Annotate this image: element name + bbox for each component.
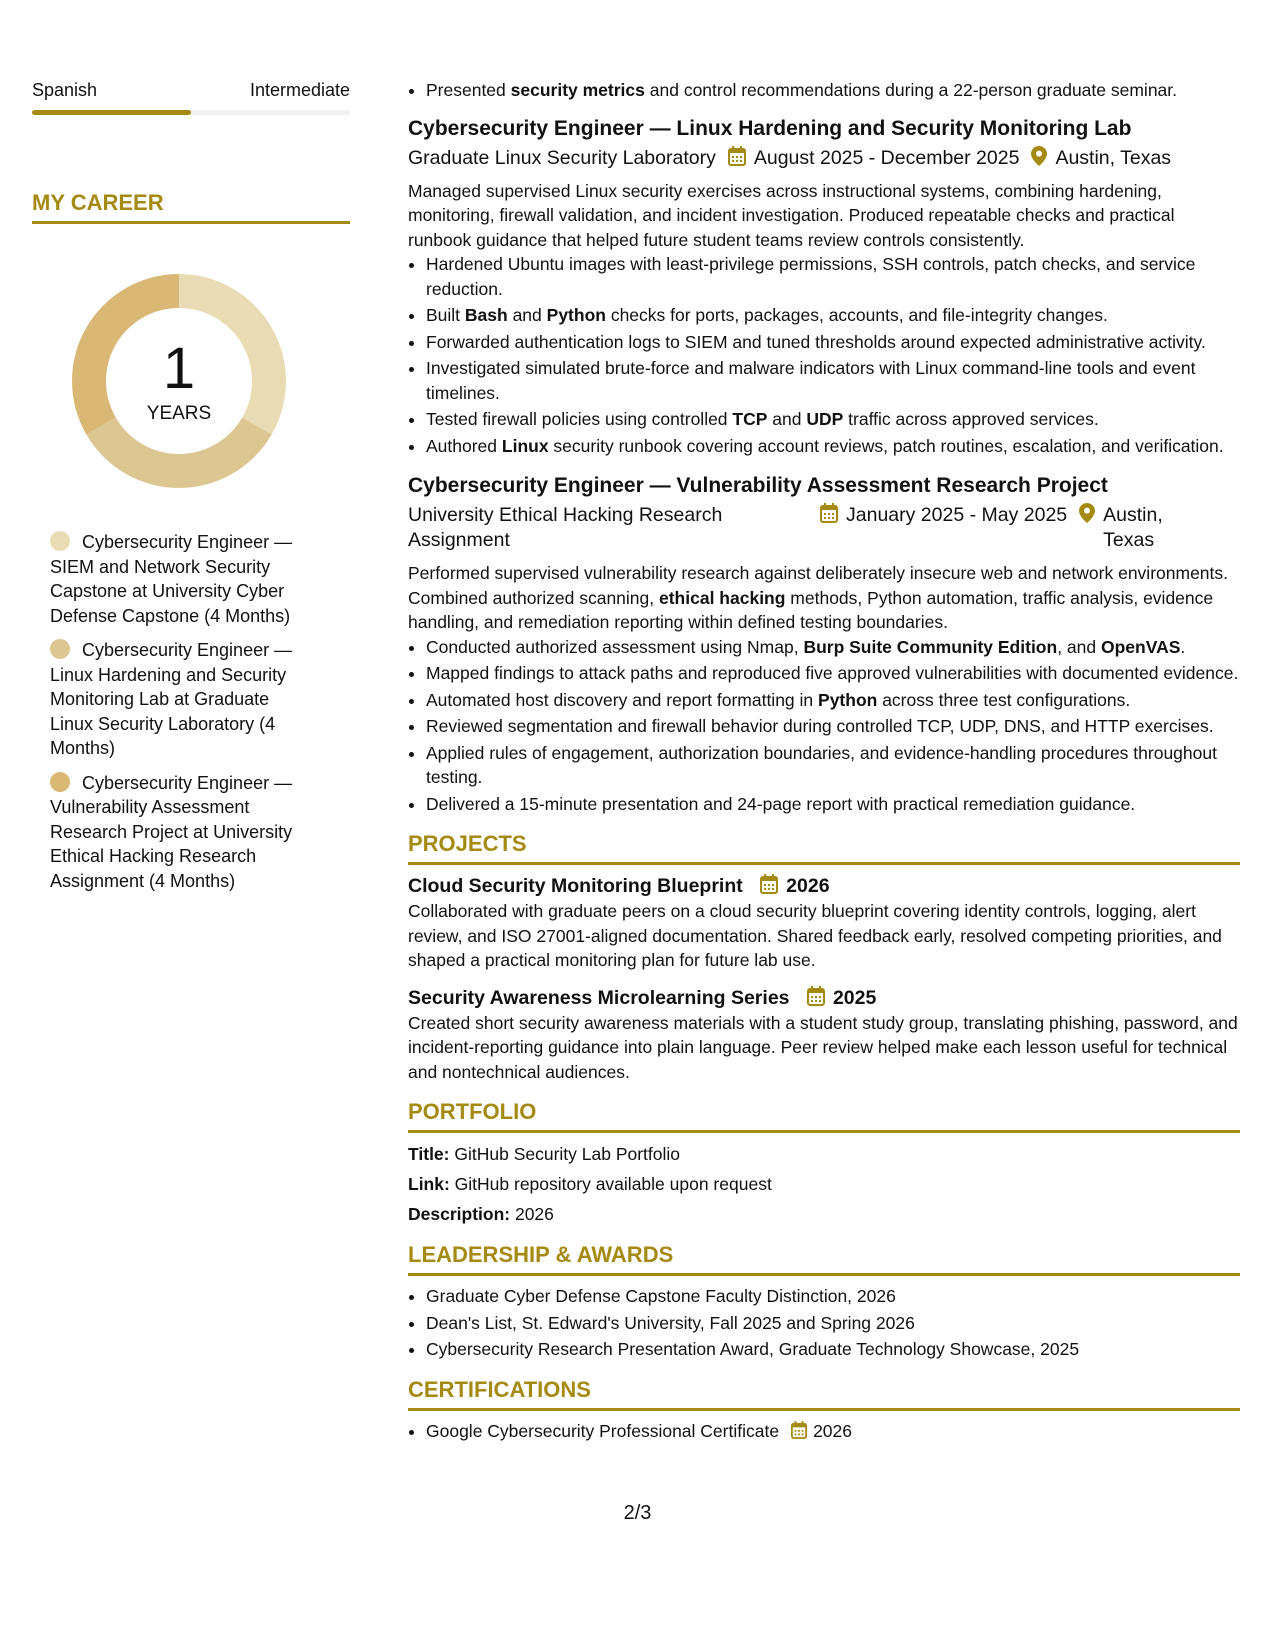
job-dates [728, 146, 1020, 171]
portfolio-section-title: PORTFOLIO [408, 1098, 1240, 1133]
bullet-bold: Bash [464, 305, 508, 325]
job-title: Cybersecurity Engineer — Linux Hardening and Security Monitoring Lab [408, 116, 1132, 140]
bullet-item: • Delivered a 15-minute presentation and 24-page report with practical remediation guidance. [426, 792, 1240, 817]
bullet-text: Presented [426, 80, 511, 100]
bullet-text: security runbook covering account reviews, patch routines, escalation, and verification. [548, 435, 1224, 456]
bullet-text: across three test configurations. [877, 689, 1131, 710]
bullet-text: Authored [426, 435, 502, 456]
bullet-item [426, 303, 1240, 328]
job-location-text: Austin, Texas [1103, 504, 1163, 551]
career-donut-chart [66, 268, 292, 494]
job-meta [408, 146, 1240, 171]
portfolio-label: Description: [408, 1204, 511, 1224]
career-donut-segment [86, 418, 271, 489]
job-bullets [408, 252, 1240, 458]
career-section-title: MY CAREER [32, 189, 350, 224]
job-title: Cybersecurity Engineer — Vulnerability Assessment Research Project [408, 474, 1108, 497]
certification-date [791, 1421, 852, 1441]
bullet-text: Tested firewall policies using controlled [426, 409, 733, 429]
job-dates-text: August 2025 - December 2025 [753, 146, 1020, 169]
job-dates [820, 503, 1067, 528]
project-year: 2025 [832, 986, 877, 1009]
right-column [408, 78, 1240, 1445]
bullet-bold: Python [546, 305, 606, 325]
bullet-text: Built [426, 305, 465, 325]
portfolio-value: 2026 [510, 1204, 554, 1224]
job-description [408, 561, 1240, 635]
bullet-bold: Linux [501, 435, 549, 456]
bullet-bold: UDP [806, 409, 844, 429]
bullet-text: and control recommendations during a 22-person graduate seminar. [644, 80, 1178, 100]
project-year: 2026 [786, 875, 830, 897]
career-legend-item [50, 638, 310, 761]
calendar-icon [807, 986, 825, 1006]
legend-dot [50, 531, 70, 551]
project-description: Created short security awareness materials with a student study group, translating phishing, password, and incident-reporting guidance into plain language. Peer review helped make each lesson useful for technical and nontechnical audiences. [408, 1012, 1238, 1082]
certifications-list [408, 1419, 1240, 1444]
bullet-text: . [1180, 636, 1186, 657]
map-pin-icon [1031, 146, 1047, 166]
desc-text: methods, Python automation, traffic analysis, evidence handling, and remediation reporting within defined testing boundaries. [408, 587, 1214, 632]
bullet-bold: Python [818, 689, 878, 710]
bullet-text: , and [1057, 636, 1101, 657]
bullet-text: traffic across approved services. [843, 409, 1099, 429]
continued-bullets [408, 78, 1240, 103]
job-meta [408, 503, 1240, 553]
bullet-text: and [767, 409, 807, 429]
bullet-text: Conducted authorized assessment using Nmap, [426, 636, 804, 657]
project-date [760, 875, 829, 897]
bullet-item: • Investigated simulated brute-force and malware indicators with Linux command-line tools and event timelines. [426, 356, 1240, 405]
job-organization: University Ethical Hacking Research Assignment [408, 504, 723, 551]
job-dates-text: January 2025 - May 2025 [846, 504, 1068, 526]
projects-section-title: PROJECTS [408, 830, 1240, 865]
project-name: Security Awareness Microlearning Series [408, 986, 790, 1009]
bullet-item [426, 407, 1240, 432]
job-location [1031, 146, 1171, 171]
calendar-icon [791, 1421, 807, 1439]
leadership-section-title: LEADERSHIP & AWARDS [408, 1241, 1240, 1276]
calendar-icon [728, 146, 746, 166]
project-description: Collaborated with graduate peers on a cloud security blueprint covering identity controls, logging, alert review, and ISO 27001-aligned documentation. Shared feedback early, resolved competing priorities, and shaped a practical monitoring plan for future lab use. [408, 901, 1222, 970]
bullet-item: • Applied rules of engagement, authorization boundaries, and evidence-handling procedures throughout testing. [426, 741, 1240, 790]
project-name: Cloud Security Monitoring Blueprint [408, 875, 743, 897]
portfolio-description-line [408, 1201, 1240, 1227]
language-level: Intermediate [249, 80, 350, 100]
bullet-text: and [507, 305, 547, 325]
portfolio-label: Link: [408, 1174, 450, 1194]
job-bullets [408, 635, 1240, 817]
awards-list [408, 1284, 1240, 1362]
job-location [1079, 503, 1169, 553]
bullet-text: Automated host discovery and report formatting in [426, 689, 819, 710]
project-date [807, 987, 876, 1009]
portfolio-link-line [408, 1171, 1240, 1197]
job-description: Managed supervised Linux security exercises across instructional systems, combining hardening, monitoring, firewall validation, and incident investigation. Produced repeatable checks and practical runbook guidance that helped future student teams review controls consistently. [408, 180, 1175, 250]
bullet-text: checks for ports, packages, accounts, and file-integrity changes. [605, 305, 1108, 325]
left-column [32, 78, 350, 903]
career-years-number: 1 [162, 336, 196, 401]
language-name: Spanish [32, 80, 98, 100]
language-proficiency-bar [32, 110, 350, 115]
language-row [32, 78, 350, 102]
bullet-item: • Hardened Ubuntu images with least-privilege permissions, SSH controls, patch checks, and service reduction. [426, 252, 1240, 301]
desc-bold: ethical hacking [659, 587, 786, 608]
page-number: 2/3 [623, 1502, 652, 1524]
certification-year: 2026 [813, 1420, 853, 1441]
portfolio-label: Title: [408, 1144, 450, 1164]
project-title [408, 985, 1240, 1011]
job-location-text: Austin, Texas [1055, 146, 1172, 169]
calendar-icon [760, 874, 778, 894]
map-pin-icon [1079, 503, 1095, 523]
job-organization: Graduate Linux Security Laboratory [408, 146, 716, 169]
bullet-item [426, 434, 1240, 459]
bullet-item [426, 688, 1240, 713]
career-legend-item [50, 771, 310, 894]
bullet-item [426, 635, 1240, 660]
award-item: • Graduate Cyber Defense Capstone Faculty Distinction, 2026 [426, 1284, 1240, 1309]
career-years-label: YEARS [146, 403, 212, 424]
portfolio-value: GitHub repository available upon request [449, 1174, 772, 1194]
language-proficiency-fill [32, 110, 191, 115]
certification-name: Google Cybersecurity Professional Certificate [426, 1420, 780, 1441]
career-legend-text: Cybersecurity Engineer — Vulnerability Assessment Research Project at University Ethical Hacking Research Assignment (4 Months) [50, 772, 293, 891]
award-item: • Cybersecurity Research Presentation Award, Graduate Technology Showcase, 2025 [426, 1337, 1240, 1362]
bullet-item: • Reviewed segmentation and firewall behavior during controlled TCP, UDP, DNS, and HTTP exercises. [426, 714, 1240, 739]
portfolio-value: GitHub Security Lab Portfolio [449, 1144, 681, 1164]
bullet-bold: OpenVAS [1100, 636, 1181, 657]
calendar-icon [820, 503, 838, 523]
certifications-section-title: CERTIFICATIONS [408, 1376, 1240, 1411]
legend-dot [50, 639, 70, 659]
bullet-item [426, 78, 1240, 103]
desc-text: Performed supervised vulnerability research against deliberately insecure web and network environments. Combined authorized scanning, [408, 563, 1229, 608]
project-title [408, 873, 1240, 899]
career-legend-item [50, 530, 310, 628]
bullet-item: • Forwarded authentication logs to SIEM and tuned thresholds around expected administrative activity. [426, 330, 1240, 355]
legend-dot [50, 772, 70, 792]
bullet-item: • Mapped findings to attack paths and reproduced five approved vulnerabilities with documented evidence. [426, 661, 1240, 686]
career-legend-text: Cybersecurity Engineer — SIEM and Network Security Capstone at University Cyber Defense Capstone (4 Months) [50, 532, 293, 626]
certification-item [426, 1419, 1240, 1444]
award-item: • Dean's List, St. Edward's University, Fall 2025 and Spring 2026 [426, 1311, 1240, 1336]
bullet-bold: security metrics [510, 80, 645, 100]
career-legend-text: Cybersecurity Engineer — Linux Hardening and Security Monitoring Lab at Graduate Linux Security Laboratory (4 Months) [50, 640, 293, 758]
portfolio-title-line [408, 1141, 1240, 1167]
career-legend [50, 530, 310, 893]
bullet-bold: Burp Suite Community Edition [803, 636, 1058, 657]
bullet-bold: TCP [732, 409, 768, 429]
